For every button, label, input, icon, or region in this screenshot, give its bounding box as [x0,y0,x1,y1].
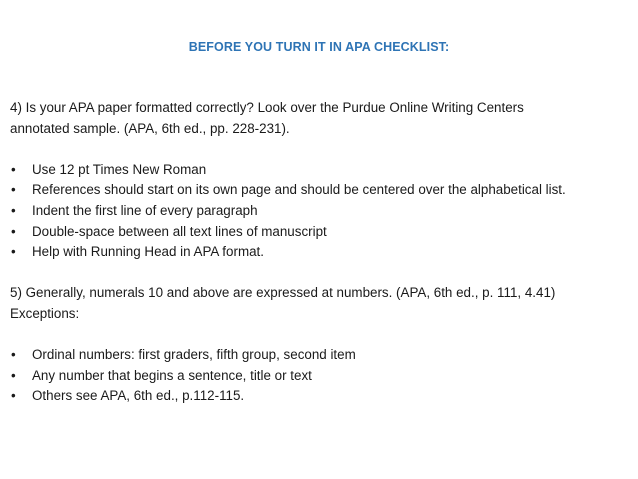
bullet-text: Others see APA, 6th ed., p.112-115. [32,388,245,404]
bullet-icon: • [11,161,16,177]
section-4-intro-line-2: annotated sample. (APA, 6th ed., pp. 228-231). [10,120,290,136]
bullet-text: Indent the first line of every paragraph [32,202,258,218]
bullet-icon: • [11,347,16,363]
slide-title: BEFORE YOU TURN IT IN APA CHECKLIST: [188,40,450,54]
bullet-item [10,386,630,407]
section-5-intro-line-1: 5) Generally, numerals 10 and above are expressed at numbers. (APA, 6th ed., p. 111, 4.41) [10,285,556,301]
section-4-intro-line-1: 4) Is your APA paper formatted correctly? Look over the Purdue Online Writing Centers [10,100,524,115]
section-4-bullet-list [10,160,630,263]
bullet-item [10,180,630,201]
bullet-text: Double-space between all text lines of manuscript [32,223,327,239]
bullet-item [10,345,630,366]
bullet-item [10,222,630,243]
bullet-icon: • [11,388,16,404]
bullet-icon: • [11,223,16,239]
bullet-item [10,242,630,263]
section-5-bullet-list [10,345,630,407]
spacer [10,325,630,346]
bullet-icon: • [11,182,16,198]
bullet-text: Help with Running Head in APA format. [32,244,264,260]
bullet-icon: • [11,367,16,383]
bullet-icon: • [11,202,16,218]
section-5-intro-line-2: Exceptions: [10,305,80,321]
bullet-item [10,160,630,181]
bullet-text: Ordinal numbers: first graders, fifth group, second item [32,347,356,363]
bullet-text: Use 12 pt Times New Roman [32,161,207,177]
slide-body [10,98,630,407]
spacer [10,139,630,160]
bullet-text: References should start on its own page and should be centered over the alphabetical list. [32,182,566,198]
bullet-icon: • [11,244,16,260]
bullet-text: Any number that begins a sentence, title or text [32,367,312,383]
spacer [10,263,630,284]
bullet-item [10,366,630,387]
bullet-item [10,201,630,222]
